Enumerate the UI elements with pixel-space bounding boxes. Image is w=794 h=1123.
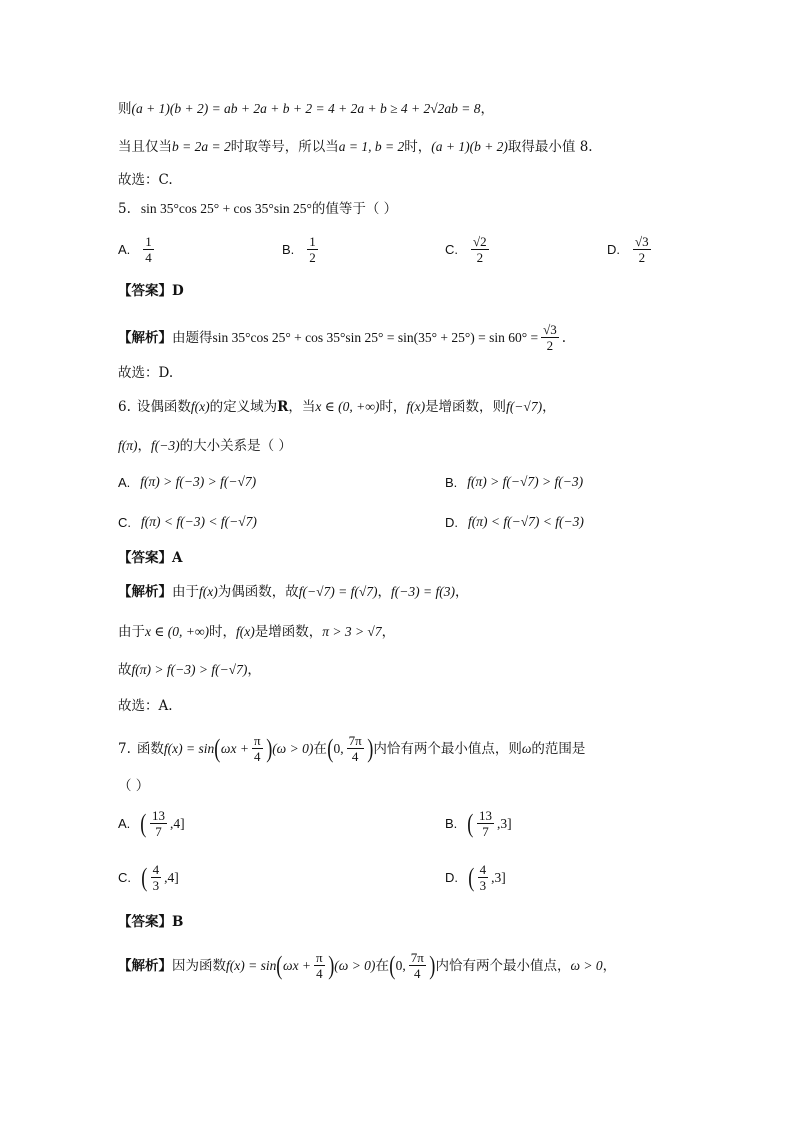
q5-option-d xyxy=(607,234,654,265)
analysis-label: 【解析】 xyxy=(118,329,172,346)
option-tail: ,4] xyxy=(169,815,185,831)
option-text: f(π) < f(−√7) < f(−3) xyxy=(468,514,584,529)
q7-analysis: 【解析】 因为函数 f(x) = sin ( ωx + $\frac{\pi}{4}$ ) (ω > 0) 在 ( 0, $\frac{7\pi}{4}$ ) 内恰有两个最小值点， ω > 0 ， xyxy=(118,950,617,981)
fraction xyxy=(478,862,489,893)
l2-math-1: b = 2a = 2 xyxy=(172,139,231,154)
q7-an-text-a: 因为函数 xyxy=(172,957,226,974)
q7-an-math-1: f(x) = sin xyxy=(226,957,277,973)
q6-an2-text-c: 是增函数， xyxy=(254,624,323,640)
l2-text-c: 时， xyxy=(404,139,432,155)
denominator: 2 xyxy=(476,250,484,265)
q6-an2-math-3: π > 3 > √7 xyxy=(322,624,382,639)
q6-l2-text-a: ， xyxy=(137,438,152,454)
q6-text-a: 设偶函数 xyxy=(136,399,191,415)
option-label: D. xyxy=(445,870,458,885)
numerator: π xyxy=(316,950,323,965)
question-5 xyxy=(118,199,397,219)
q7-math-1: f(x) = sin xyxy=(163,740,215,756)
q6-an1-math-2: f(−√7) = f(√7) xyxy=(298,584,378,599)
l2-math-3: (a + 1)(b + 2) xyxy=(431,139,508,154)
line-3-choice xyxy=(118,170,173,190)
q7-option-b: B. ( $\frac{13}{7}$ ,3] xyxy=(445,808,512,839)
q6-text-d: 时， xyxy=(379,399,407,415)
fraction xyxy=(347,733,364,764)
question-7: 7. 函数 f(x) = sin ( ωx + $\frac{\pi}{4}$ ) (ω > 0) 在 ( 0, $\frac{7\pi}{4}$ ) 内恰有两个最小值点，则 ω 的范围是 xyxy=(118,733,586,764)
option-label: C. xyxy=(118,514,131,530)
numerator: 1 xyxy=(309,234,316,249)
fraction xyxy=(477,808,494,839)
numerator: √3 xyxy=(543,322,557,337)
q5-final-text: 故选：D. xyxy=(118,365,174,381)
q7-number: 7. xyxy=(118,740,131,757)
denominator: 7 xyxy=(155,824,162,839)
fraction xyxy=(307,234,318,265)
denominator: 4 xyxy=(316,966,323,981)
q5-text: 的值等于（ ） xyxy=(311,201,398,217)
fraction xyxy=(151,862,162,893)
option-tail: ,4] xyxy=(164,869,179,885)
question-6-line-2 xyxy=(118,436,292,456)
q6-l2-text-b: 的大小关系是（ ） xyxy=(179,438,292,454)
q7-an-math-4: 0, xyxy=(395,957,406,973)
q6-analysis-2 xyxy=(118,622,395,642)
q6-an3-text-b: ， xyxy=(247,662,261,678)
line-2 xyxy=(118,137,593,157)
q6-answer-text: 【答案】A xyxy=(118,550,183,566)
l1-prefix: 则 xyxy=(118,101,132,117)
q5-analysis-text: 由题得 xyxy=(172,329,213,346)
l1-suffix: ， xyxy=(480,101,495,117)
q7-text-d: 的范围是 xyxy=(531,740,586,757)
option-label: C. xyxy=(118,870,131,885)
l1-math: (a + 1)(b + 2) = ab + 2a + b + 2 = 4 + 2a + b ≥ 4 + 2√2ab = 8 xyxy=(131,101,481,116)
q6-final-text: 故选：A. xyxy=(118,698,173,714)
q7-math-5: ω xyxy=(521,740,532,756)
q6-analysis-3 xyxy=(118,660,261,680)
q7-paren xyxy=(118,776,149,796)
numerator: √3 xyxy=(635,234,649,249)
fraction xyxy=(471,234,489,265)
l2-math-2: a = 1, b = 2 xyxy=(338,139,405,154)
numerator: 7π xyxy=(348,733,362,748)
q6-l2-math-2: f(−3) xyxy=(151,438,180,453)
q7-an-math-2: ωx + xyxy=(283,957,312,973)
option-label: A. xyxy=(118,474,131,490)
q5-number: 5. xyxy=(118,201,131,217)
option-label: D. xyxy=(445,514,458,530)
q6-an2-math-2: f(x) xyxy=(235,624,255,639)
option-label: A. xyxy=(118,242,131,257)
option-label: D. xyxy=(607,242,620,257)
q7-math-3: (ω > 0) xyxy=(272,740,314,756)
q6-text-c: ，当 xyxy=(288,399,316,415)
q6-option-b xyxy=(445,474,583,490)
q6-an1-text-c: ， xyxy=(377,584,392,600)
analysis-label: 【解析】 xyxy=(118,957,172,974)
q5-answer xyxy=(118,281,184,301)
q6-an2-text-b: 时， xyxy=(208,624,236,640)
q7-an-math-3: (ω > 0) xyxy=(334,957,376,973)
q5-option-a xyxy=(118,234,157,265)
option-tail: ,3] xyxy=(491,869,506,885)
option-label: B. xyxy=(282,242,295,257)
q7-an-text-b: 在 xyxy=(375,957,389,974)
q6-math-3: x ∈ (0, +∞) xyxy=(315,399,380,414)
q7-answer xyxy=(118,912,183,932)
denominator: 3 xyxy=(479,878,487,893)
denominator: 4 xyxy=(414,966,421,981)
q7-option-c: C. ( $\frac{4}{3}$ ,4] xyxy=(118,862,179,893)
fraction xyxy=(409,950,426,981)
q6-math-1: f(x) xyxy=(190,399,210,414)
l3-text: 故选：C. xyxy=(118,172,173,188)
q7-an-math-5: ω > 0 xyxy=(570,957,603,973)
option-text: f(π) < f(−3) < f(−√7) xyxy=(141,514,257,529)
q6-l2-math-1: f(π) xyxy=(118,438,138,453)
option-tail: ,3] xyxy=(496,815,512,831)
option-text: f(π) > f(−3) > f(−√7) xyxy=(140,474,257,489)
q6-math-4: f(x) xyxy=(406,399,426,414)
l2-text-a: 当且仅当 xyxy=(118,139,172,155)
q5-analysis: 【解析】 由题得 sin 35°cos 25° + cos 35°sin 25° = sin(35° + 25°) = sin 60° = $\frac{√3}{2}$ . xyxy=(118,322,567,353)
option-label: C. xyxy=(445,242,458,257)
line-1 xyxy=(118,99,494,119)
option-label: A. xyxy=(118,816,131,831)
q6-an1-text-d: ， xyxy=(454,584,469,600)
q6-text-b: 的定义域为 xyxy=(209,399,278,415)
numerator: 13 xyxy=(478,808,492,823)
denominator: 2 xyxy=(638,250,646,265)
q6-text-f: ， xyxy=(542,399,556,415)
q7-paren-text: （ ） xyxy=(118,778,150,794)
q7-option-a: A. ( $\frac{13}{7}$ ,4] xyxy=(118,808,185,839)
numerator: 1 xyxy=(145,234,152,249)
denominator: 2 xyxy=(546,338,554,353)
q7-text-b: 在 xyxy=(313,740,327,757)
fraction xyxy=(252,733,263,764)
option-label: B. xyxy=(445,816,458,831)
q6-an1-math-3: f(−3) = f(3) xyxy=(391,584,455,599)
denominator: 4 xyxy=(351,749,359,764)
numerator: √2 xyxy=(473,234,487,249)
option-label: B. xyxy=(445,474,458,490)
q6-analysis-1 xyxy=(118,582,468,602)
q6-number: 6. xyxy=(118,399,131,415)
denominator: 4 xyxy=(253,749,261,764)
q5-answer-text: 【答案】D xyxy=(118,283,184,299)
q6-an1-text-b: 为偶函数，故 xyxy=(217,584,299,600)
q6-answer xyxy=(118,548,182,568)
q7-text-c: 内恰有两个最小值点，则 xyxy=(373,740,522,757)
numerator: 4 xyxy=(479,862,487,877)
l2-text-b: 时取等号，所以当 xyxy=(230,139,339,155)
q6-an2-text-d: ， xyxy=(381,624,396,640)
q7-math-2: ωx + xyxy=(220,740,249,756)
q5-math: sin 35°cos 25° + cos 35°sin 25° xyxy=(140,201,312,216)
q6-option-a xyxy=(118,474,256,490)
denominator: 7 xyxy=(482,824,489,839)
q6-math-2: R xyxy=(277,399,289,415)
q5-analysis-math: sin 35°cos 25° + cos 35°sin 25° = sin(35° + 25°) = sin 60° = xyxy=(212,329,539,345)
numerator: 13 xyxy=(151,808,165,823)
q6-an1-text-a: 由于 xyxy=(172,584,199,600)
q7-option-d: D. ( $\frac{4}{3}$ ,3] xyxy=(445,862,506,893)
q5-final xyxy=(118,363,173,383)
q7-an-text-c: 内恰有两个最小值点， xyxy=(435,957,571,974)
q7-text-a: 函数 xyxy=(136,740,164,757)
q5-option-c xyxy=(445,234,492,265)
q6-option-d xyxy=(445,514,584,530)
numerator: π xyxy=(253,733,261,748)
question-6-line-1 xyxy=(118,397,556,417)
q6-an3-math: f(π) > f(−3) > f(−√7) xyxy=(131,662,248,677)
q6-an2-text-a: 由于 xyxy=(118,624,145,640)
q6-text-e: 是增函数，则 xyxy=(425,399,507,415)
fraction xyxy=(150,808,167,839)
q7-math-4: 0, xyxy=(333,740,344,756)
analysis-label: 【解析】 xyxy=(118,584,172,600)
q7-answer-text: 【答案】B xyxy=(118,914,184,930)
q6-an2-math-1: x ∈ (0, +∞) xyxy=(145,624,209,639)
denominator: 4 xyxy=(145,250,152,265)
q5-option-b xyxy=(282,234,321,265)
q6-option-c xyxy=(118,514,257,530)
fraction xyxy=(314,950,325,981)
l2-text-d: 取得最小值 8. xyxy=(507,139,593,155)
denominator: 2 xyxy=(309,250,316,265)
option-text: f(π) > f(−√7) > f(−3) xyxy=(467,474,584,489)
fraction xyxy=(143,234,154,265)
q6-an3-text-a: 故 xyxy=(118,662,132,678)
q6-math-5: f(−√7) xyxy=(506,399,543,414)
q6-final xyxy=(118,696,173,716)
denominator: 3 xyxy=(152,878,160,893)
q6-an1-math-1: f(x) xyxy=(199,584,218,599)
fraction xyxy=(541,322,559,353)
q7-an-text-d: ， xyxy=(602,957,617,974)
numerator: 4 xyxy=(152,862,160,877)
fraction xyxy=(633,234,651,265)
numerator: 7π xyxy=(410,950,424,965)
